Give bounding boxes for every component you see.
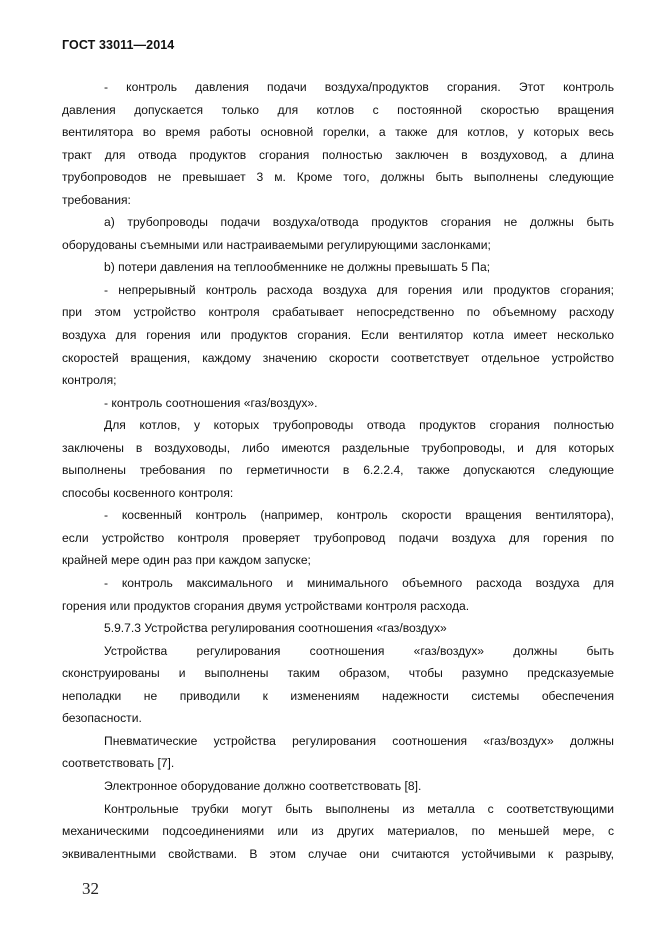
text-line: b) потери давления на теплообменнике не должны превышать 5 Па; xyxy=(104,260,491,275)
text-line: тракт для отвода продуктов сгорания полностью заключен в воздуховод, а длина xyxy=(62,147,614,162)
text-line: эквивалентными свойствами. В этом случае они считаются устойчивыми к разрыву, xyxy=(62,846,614,861)
text-line: если устройство контроля проверяет трубопровод подачи воздуха для горения по xyxy=(62,530,614,545)
text-line: оборудованы съемными или настраиваемыми регулирующими заслонками; xyxy=(62,237,491,252)
section-heading: 5.9.7.3 Устройства регулирования соотношения «газ/воздух» xyxy=(104,621,447,636)
text-line: сконструированы и выполнены таким образом, чтобы разумно предсказуемые xyxy=(62,666,614,681)
text-line: вентилятора во время работы основной горелки, а также для котлов, у которых весь xyxy=(62,125,614,140)
text-line: Для котлов, у которых трубопроводы отвода продуктов сгорания полностью xyxy=(104,418,614,433)
text-line: - контроль соотношения «газ/воздух». xyxy=(104,395,318,410)
text-line: воздуха для горения или продуктов сгорания. Если вентилятор котла имеет несколько xyxy=(62,328,614,343)
text-line: механическими подсоединениями или из других материалов, по меньшей мере, с xyxy=(62,824,614,839)
page-number: 32 xyxy=(82,879,99,898)
text-line: при этом устройство контроля срабатывает непосредственно по объемному расходу xyxy=(62,305,614,320)
text-line: скоростей вращения, каждому значению скорости соответствует отдельное устройство xyxy=(62,350,614,365)
document-header: ГОСТ 33011—2014 xyxy=(62,38,175,52)
text-line: Электронное оборудование должно соответствовать [8]. xyxy=(104,778,422,793)
text-line: Контрольные трубки могут быть выполнены из металла с соответствующими xyxy=(104,801,614,816)
text-line: крайней мере один раз при каждом запуске; xyxy=(62,553,311,568)
text-line: соответствовать [7]. xyxy=(62,756,175,771)
text-line: неполадки не приводили к изменениям надежности системы обеспечения xyxy=(62,688,614,703)
text-line: горения или продуктов сгорания двумя устройствами контроля расхода. xyxy=(62,598,470,613)
text-line: заключены в воздуховоды, либо имеются раздельные трубопроводы, и для которых xyxy=(62,440,614,455)
text-line: способы косвенного контроля: xyxy=(62,485,234,500)
text-line: а) трубопроводы подачи воздуха/отвода продуктов сгорания не должны быть xyxy=(104,215,614,230)
text-line: выполнены требования по герметичности в 6.2.2.4, также допускаются следующие xyxy=(62,463,614,478)
text-line: Устройства регулирования соотношения «газ/воздух» должны быть xyxy=(104,643,614,658)
text-line: - косвенный контроль (например, контроль скорости вращения вентилятора), xyxy=(104,508,614,523)
text-line: - непрерывный контроль расхода воздуха для горения или продуктов сгорания; xyxy=(104,282,614,297)
text-line: контроля; xyxy=(62,373,117,388)
body-text xyxy=(62,76,614,865)
text-line: давления допускается только для котлов с постоянной скоростью вращения xyxy=(62,102,614,117)
text-line: трубопроводов не превышает 3 м. Кроме того, должны быть выполнены следующие xyxy=(62,170,614,185)
text-line: безопасности. xyxy=(62,711,142,726)
text-line: - контроль давления подачи воздуха/продуктов сгорания. Этот контроль xyxy=(104,80,614,94)
text-line: требования: xyxy=(62,192,131,207)
text-line: - контроль максимального и минимального объемного расхода воздуха для xyxy=(104,576,614,591)
text-line: Пневматические устройства регулирования соотношения «газ/воздух» должны xyxy=(104,733,614,748)
